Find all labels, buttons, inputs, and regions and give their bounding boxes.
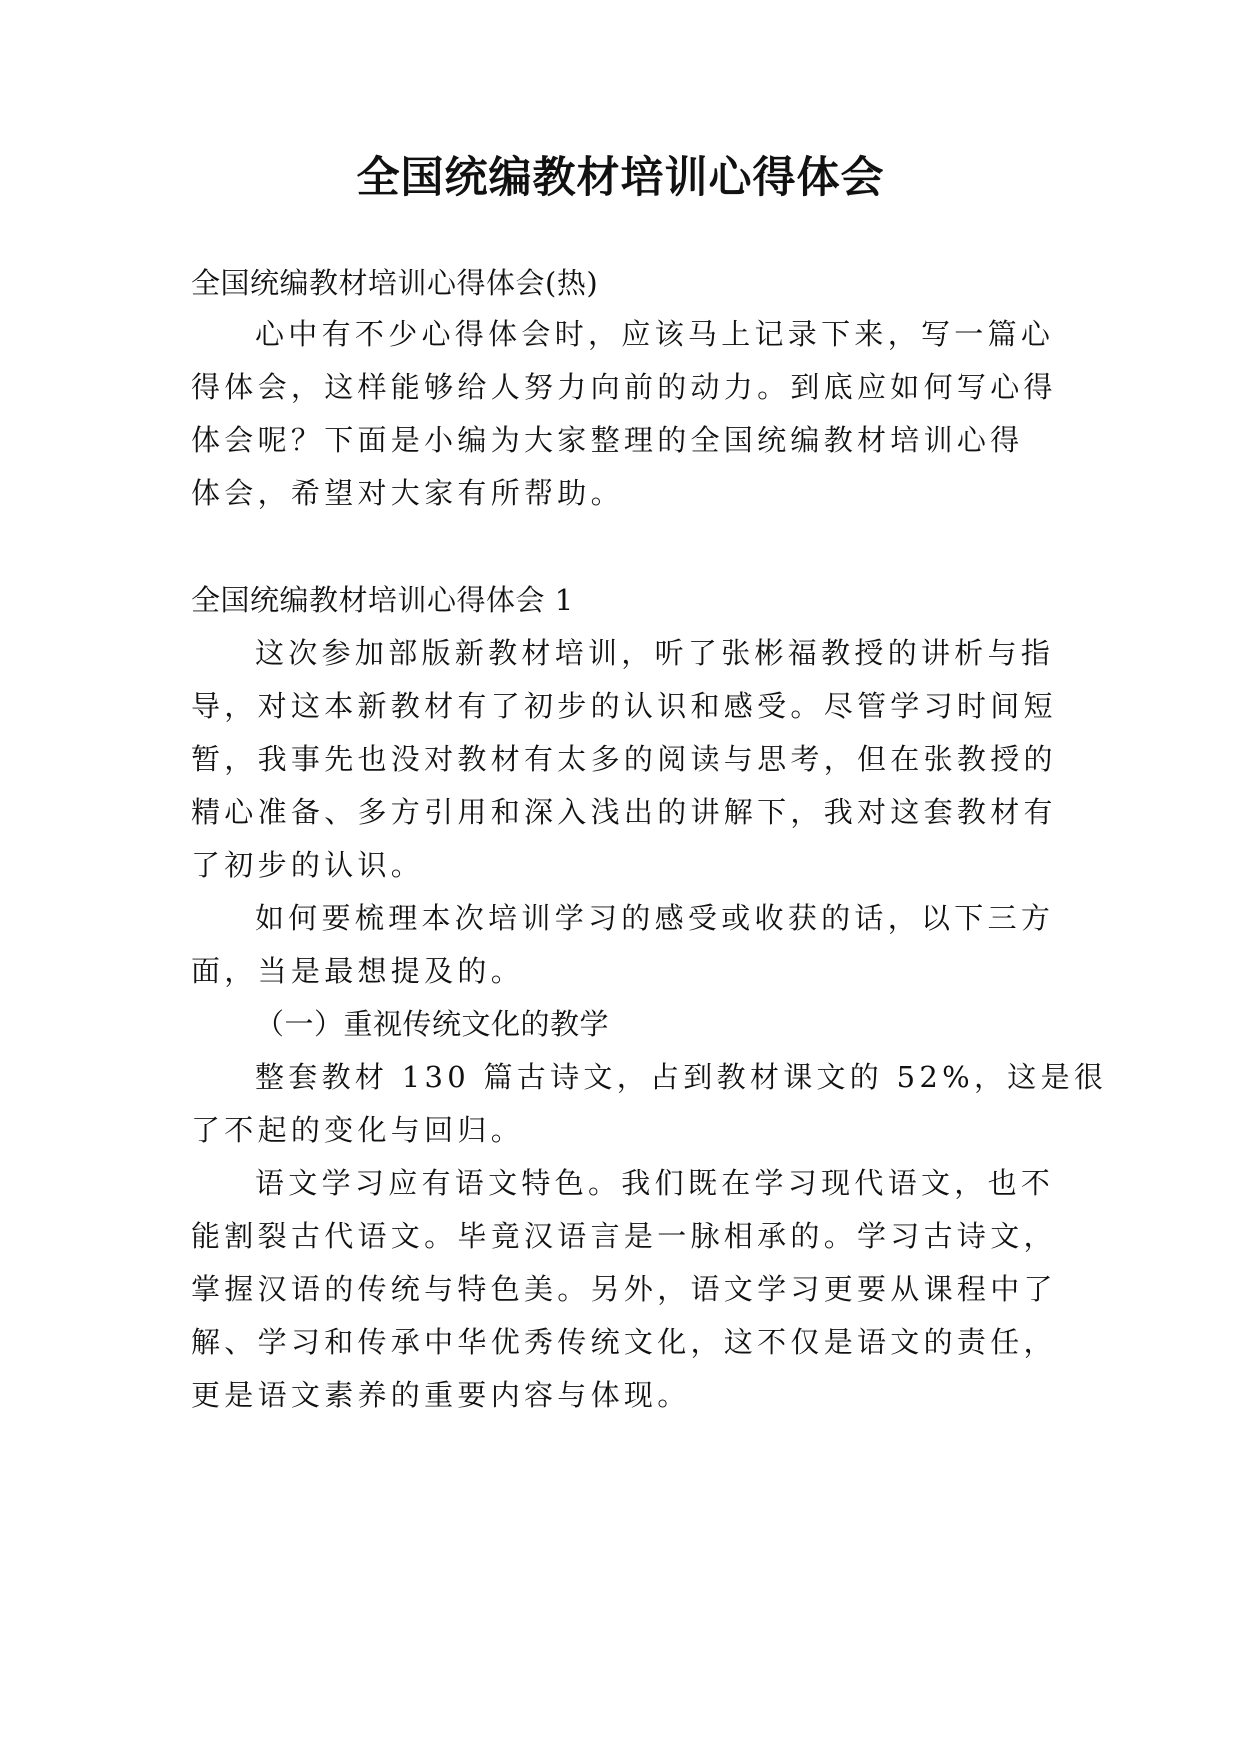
section1-paragraph4-line-1: 语文学习应有语文特色。我们既在学习现代语文，也不 [255, 1166, 1055, 1200]
section1-paragraph1-line-3: 暂，我事先也没对教材有太多的阅读与思考，但在张教授的 [191, 742, 1057, 776]
intro-heading: 全国统编教材培训心得体会(热) [191, 266, 599, 300]
section1-paragraph1-line-1: 这次参加部版新教材培训，听了张彬福教授的讲析与指 [255, 636, 1055, 670]
subheading-traditional-culture: （一）重视传统文化的教学 [255, 1007, 610, 1041]
intro-paragraph-line-1: 心中有不少心得体会时，应该马上记录下来，写一篇心 [255, 317, 1055, 351]
document-title: 全国统编教材培训心得体会 [356, 153, 885, 203]
section1-paragraph2-line-2: 面，当是最想提及的。 [191, 954, 525, 988]
section1-paragraph4-line-3: 掌握汉语的传统与特色美。另外，语文学习更要从课程中了 [191, 1272, 1057, 1306]
section1-paragraph4-line-2: 能割裂古代语文。毕竟汉语言是一脉相承的。学习古诗文， [191, 1219, 1057, 1253]
section1-paragraph1-line-4: 精心准备、多方引用和深入浅出的讲解下，我对这套教材有 [191, 795, 1057, 829]
intro-paragraph-line-3: 体会呢？下面是小编为大家整理的全国统编教材培训心得 [191, 423, 1024, 457]
intro-paragraph-line-2: 得体会，这样能够给人努力向前的动力。到底应如何写心得 [191, 370, 1057, 404]
section1-paragraph3-line-1: 整套教材 130 篇古诗文，占到教材课文的 52%，这是很 [255, 1060, 1108, 1094]
section1-paragraph3-line-2: 了不起的变化与回归。 [191, 1113, 525, 1147]
section-heading-1: 全国统编教材培训心得体会 1 [191, 583, 574, 617]
section1-paragraph1-line-2: 导，对这本新教材有了初步的认识和感受。尽管学习时间短 [191, 689, 1057, 723]
section1-paragraph4-line-5: 更是语文素养的重要内容与体现。 [191, 1378, 691, 1412]
section1-paragraph1-line-5: 了初步的认识。 [191, 848, 425, 882]
intro-paragraph-line-4: 体会，希望对大家有所帮助。 [191, 476, 624, 510]
section1-paragraph2-line-1: 如何要梳理本次培训学习的感受或收获的话，以下三方 [255, 901, 1055, 935]
section1-paragraph4-line-4: 解、学习和传承中华优秀传统文化，这不仅是语文的责任， [191, 1325, 1057, 1359]
